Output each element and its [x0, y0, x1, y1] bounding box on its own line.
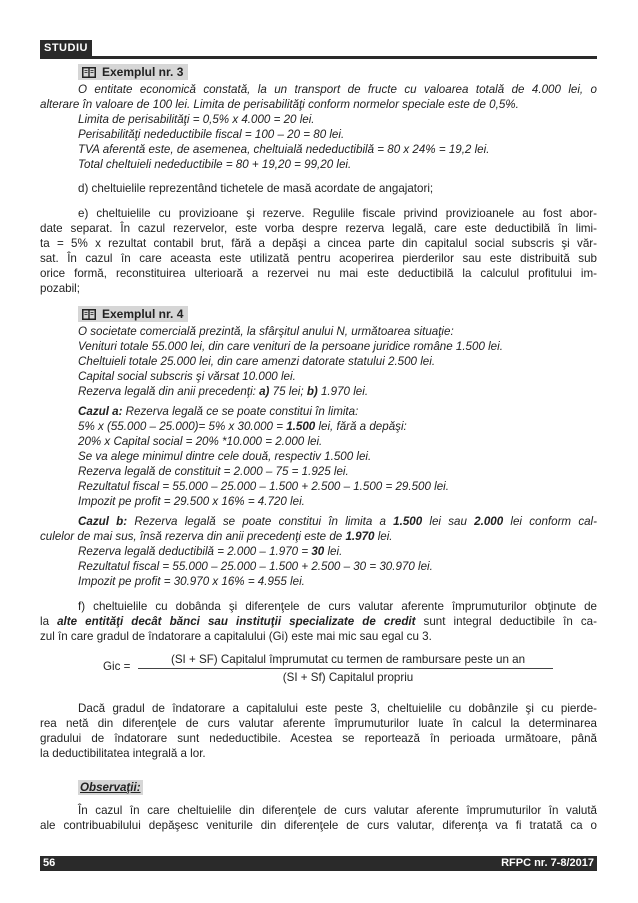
- case-b-marker: b): [306, 385, 318, 398]
- case-b-or: lei sau: [422, 515, 475, 528]
- section-tag: STUDIU: [40, 40, 92, 56]
- paragraph-e-line-6: pozabil;: [40, 282, 80, 295]
- example-4-line-5: [78, 384, 368, 399]
- case-b-text: Rezerva legală se poate constitui în limita a: [127, 515, 394, 528]
- case-b-prior-reserve: 1.970: [345, 530, 375, 543]
- paragraph-f-prefix: la: [40, 615, 58, 628]
- observations-line-1: În cazul în care cheltuielile din diferenţele de curs valutar aferente împrumuturilor în valută: [78, 804, 597, 817]
- paragraph-d: d) cheltuielile reprezentând tichetele de masă acordate de angajatori;: [78, 182, 434, 195]
- case-b-line-5: Impozit pe profit = 30.970 x 16% = 4.955 lei.: [78, 575, 305, 588]
- example-4-line-2: Venituri totale 55.000 lei, din care venituri de la persoane juridice române 1.500 lei.: [78, 340, 503, 353]
- header-rule: [40, 56, 597, 59]
- case-b-label: Cazul b:: [78, 515, 128, 528]
- case-a-formula: 5% x (55.000 – 25.000)= 5% x 30.000 =: [78, 420, 287, 433]
- example-3-line-1: O entitate economică constată, la un transport de fructe cu valoarea totală de 4.000 lei, o: [78, 83, 597, 96]
- example-3-line-3: Limita de perisabilităţi = 0,5% x 4.000 = 20 lei.: [78, 113, 315, 126]
- paragraph-f-line-3: zul în care gradul de îndatorare a capitalului (Gi) este mai mic sau egal cu 3.: [40, 630, 432, 643]
- paragraph-g-line-1: Dacă gradul de îndatorare a capitalului este peste 3, cheltuielile cu dobânzile şi cu pierde-: [78, 702, 597, 715]
- case-a-line-7: Impozit pe profit = 29.500 x 16% = 4.720 lei.: [78, 495, 305, 508]
- paragraph-e-line-2: date separat. În cazul rezervelor, este vorba despre rezerva legală, care este deductibilă în limi-: [40, 222, 597, 235]
- example-3-line-6: Total cheltuieli nedeductibile = 80 + 19,20 = 99,20 lei.: [78, 158, 352, 171]
- case-b-unit: lei.: [374, 530, 393, 543]
- example-4-title: Exemplul nr. 4: [102, 307, 184, 321]
- case-a-result: 1.500: [286, 420, 316, 433]
- case-a-line-5: Rezerva legală de constituit = 2.000 – 75 = 1.925 lei.: [78, 465, 349, 478]
- example-4-line-4: Capital social subscris şi vărsat 10.000 lei.: [78, 370, 296, 383]
- case-b-line-3: [78, 544, 342, 559]
- example-3-line-2: alterare în valoare de 100 lei. Limita de perisabilităţi conform normelor speciale este de 0,5%.: [40, 98, 519, 111]
- case-a-text: Rezerva legală ce se poate constitui în limita:: [122, 405, 359, 418]
- case-a-label: Cazul a:: [78, 405, 123, 418]
- case-a-suffix: lei, fără a depăşi:: [315, 420, 407, 433]
- paragraph-f-line-1: f) cheltuielile cu dobânda şi diferenţele de curs valutar aferente împrumuturilor obţinute de: [78, 600, 597, 613]
- page-number: 56: [43, 857, 56, 869]
- open-book-icon: [82, 309, 96, 320]
- case-b-line-4: Rezultatul fiscal = 55.000 – 25.000 – 1.500 + 2.500 – 30 = 30.970 lei.: [78, 560, 433, 573]
- example-4-line-1: O societate comercială prezintă, la sfârşitul anului N, următoarea situaţie:: [78, 325, 454, 338]
- paragraph-f-emphasis: alte entităţi decât bănci sau instituţii specializate de credit: [57, 615, 416, 628]
- case-a-line-4: Se va alege minimul dintre cele două, respectiv 1.500 lei.: [78, 450, 372, 463]
- paragraph-e-line-5: orice formă, reconstituirea ulterioară a rezervei nu mai este deductibilă la calculul profitului im-: [40, 267, 597, 280]
- case-a-line-1: [78, 404, 358, 419]
- case-a-marker: a): [259, 385, 270, 398]
- observations-line-2: ale contribuabilului depăşesc veniturile din diferenţele de curs valutar, diferenţa va fi tratată ca o: [40, 819, 597, 832]
- case-b-deductible-unit: lei.: [324, 545, 343, 558]
- paragraph-g-line-4: la deductibilitatea integrală a lor.: [40, 747, 206, 760]
- paragraph-e-line-1: e) cheltuielile cu provizioane şi rezerve. Regulile fiscale privind provizioanele au fost abor-: [78, 207, 597, 220]
- formula-lhs: Gic =: [103, 660, 131, 673]
- prior-reserve-label: Rezerva legală din anii precedenţi:: [78, 385, 260, 398]
- example-3-line-5: TVA aferentă este, de asemenea, cheltuială nedeductibilă = 80 x 24% = 19,2 lei.: [78, 143, 490, 156]
- paragraph-e-line-3: ta = 5% x rezultat contabil brut, fără a depăşi a cincea parte din capitalul social subscris şi văr-: [40, 237, 597, 250]
- case-b-text-2: culelor de mai sus, însă rezerva din anii precedenţi este de: [40, 530, 346, 543]
- paragraph-g-line-2: rea netă din diferenţele de curs valutar aferente împrumuturilor luate în calcul la determinarea: [40, 717, 597, 730]
- example-3-title: Exemplul nr. 3: [102, 65, 184, 79]
- paragraph-g-line-3: gradului de îndatorare sunt nedeductibile. Acestea se reportează în perioada următoare, până: [40, 732, 597, 745]
- example-3-heading: [78, 64, 188, 80]
- case-a-line-6: Rezultatul fiscal = 55.000 – 25.000 – 1.500 + 2.500 – 1.500 = 29.500 lei.: [78, 480, 449, 493]
- example-4-heading: [78, 306, 188, 322]
- paragraph-e-line-4: sat. În cazul în care aceasta este utilizată pentru acoperirea pierderilor sau este distribuită sub: [40, 252, 597, 265]
- case-a-line-3: 20% x Capital social = 20% *10.000 = 2.000 lei.: [78, 435, 323, 448]
- case-b-line-2: [40, 529, 393, 544]
- case-b-value-1: 1.500: [393, 515, 423, 528]
- case-b-value: 1.970 lei.: [317, 385, 369, 398]
- example-4-line-3: Cheltuieli totale 25.000 lei, din care amenzi datorate statului 2.500 lei.: [78, 355, 436, 368]
- journal-issue: RFPC nr. 7-8/2017: [501, 857, 594, 869]
- case-b-text-end: lei conform cal-: [503, 515, 597, 528]
- formula-numerator: (SI + SF) Capitalul împrumutat cu termen de rambursare peste un an: [170, 653, 526, 666]
- case-b-value-2: 2.000: [474, 515, 504, 528]
- case-a-line-2: [78, 419, 407, 434]
- observations-heading: [78, 780, 143, 795]
- open-book-icon: [82, 67, 96, 78]
- page-footer: [40, 856, 597, 871]
- case-b-deductible-value: 30: [311, 545, 325, 558]
- case-b-line-1: [78, 514, 597, 529]
- fraction-bar: [138, 668, 553, 669]
- formula-denominator: (SI + Sf) Capitalul propriu: [282, 671, 414, 684]
- paragraph-f-line-2: [40, 614, 597, 629]
- case-b-deductible: Rezerva legală deductibilă = 2.000 – 1.970 =: [78, 545, 312, 558]
- case-a-value: 75 lei;: [269, 385, 307, 398]
- example-3-line-4: Perisabilităţi nedeductibile fiscal = 100 – 20 = 80 lei.: [78, 128, 345, 141]
- paragraph-f-suffix: sunt integral deductibile în ca-: [415, 615, 597, 628]
- observations-title: Observaţii:: [80, 781, 141, 794]
